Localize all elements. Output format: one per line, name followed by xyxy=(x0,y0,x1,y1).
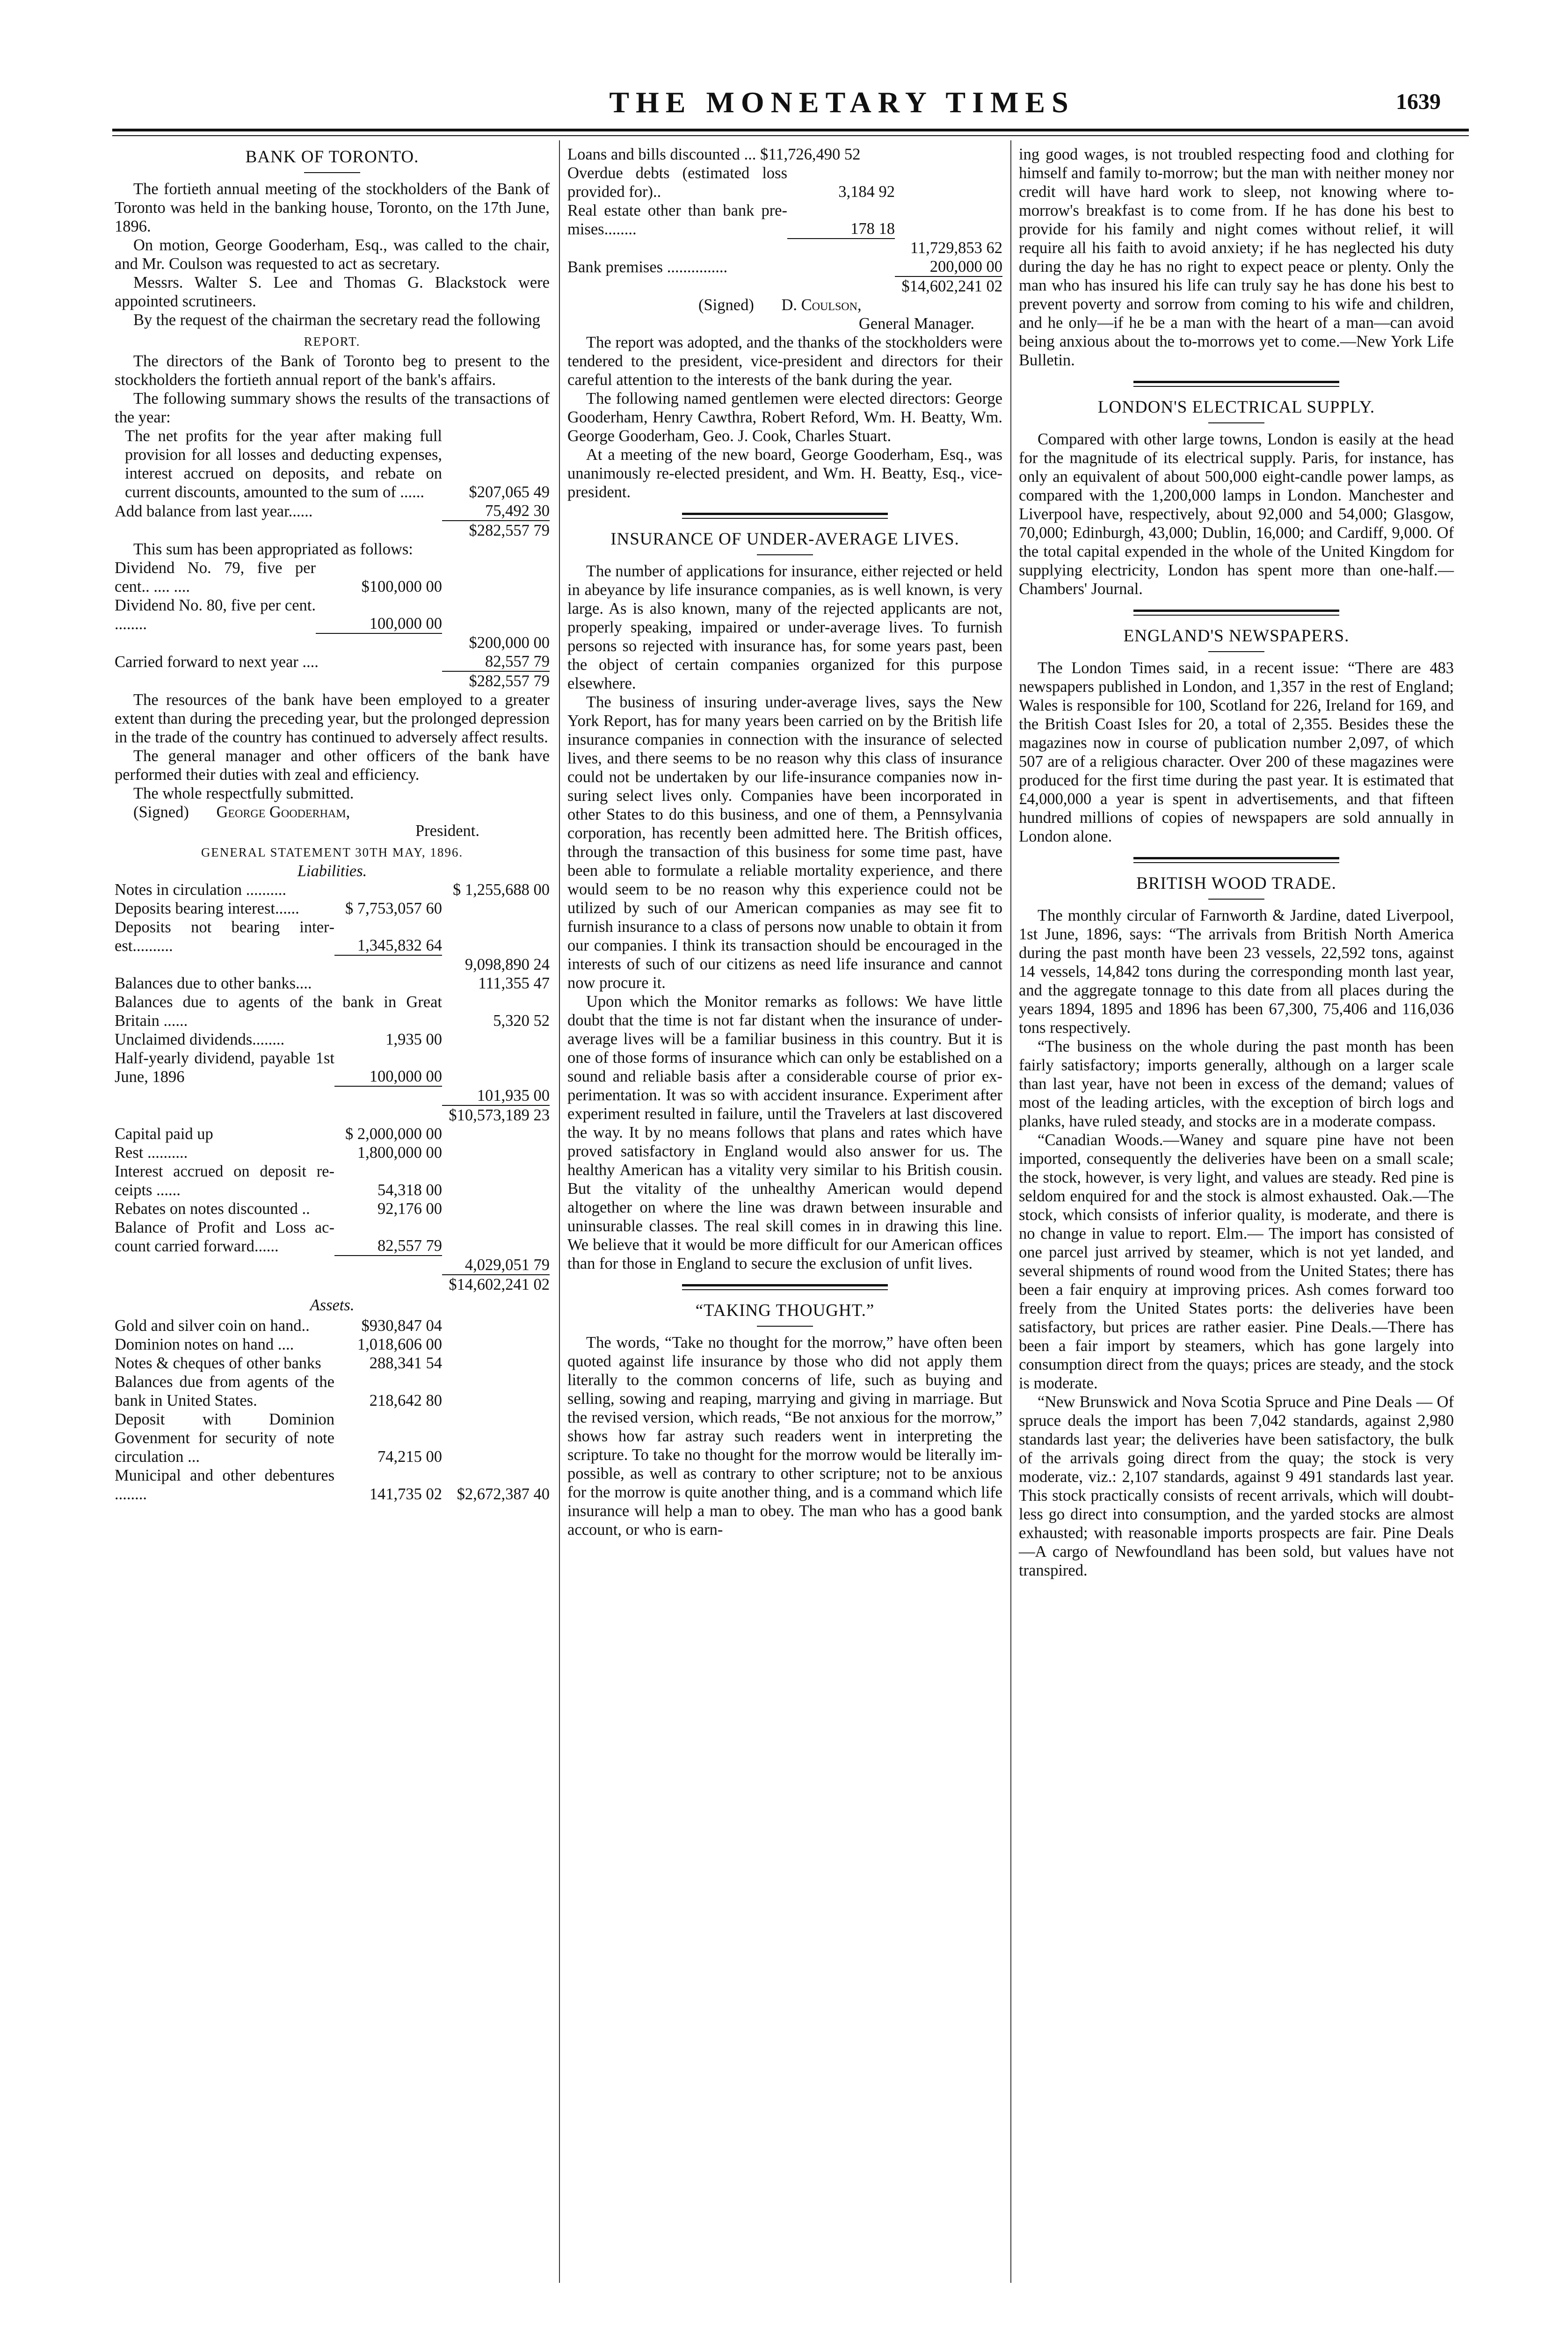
section-rule xyxy=(682,513,888,519)
row-label: Unclaimed dividends........ xyxy=(115,1031,285,1048)
row-label: Dividend No. 80, five per cent. ........ xyxy=(115,596,316,633)
row-value: 5,320 52 xyxy=(493,1012,550,1030)
signer-name: D. Coulson, xyxy=(781,296,862,314)
row-total: 11,729,853 62 xyxy=(910,239,1002,257)
article-title: LONDON'S ELECTRICAL SUPPLY. xyxy=(1097,398,1375,417)
row-label: Deposits bearing interest...... xyxy=(115,900,299,917)
paragraph: By the request of the chairman the secretary read the following xyxy=(133,311,540,329)
row-label: Loans and bills discounted ... $11,726,490 52 xyxy=(567,145,861,163)
statement-heading: GENERAL STATEMENT 30TH MAY, 1896. xyxy=(201,845,464,859)
column-divider xyxy=(559,140,560,2283)
row-label: Municipal and other debentures ........ xyxy=(115,1467,334,1503)
row-label: Gold and silver coin on hand.. xyxy=(115,1317,310,1335)
row-label: Notes & cheques of other banks xyxy=(115,1354,321,1372)
row-value: 288,341 54 xyxy=(369,1354,442,1372)
row-total: $282,557 79 xyxy=(442,671,550,690)
title-rule xyxy=(1208,651,1264,652)
row-label: Interest accrued on deposit receipts ...... xyxy=(115,1162,334,1199)
assets-heading: Assets. xyxy=(310,1296,355,1314)
paragraph: The report was adopted, and the thanks of the stockholders were tendered to the president, vice-president and directors for their careful attention to the interests of the bank during the year. xyxy=(567,334,1002,389)
row-total: 101,935 00 xyxy=(477,1087,550,1104)
paragraph: The fortieth annual meeting of the stockholders of the Bank of Toronto was held in the banking house, Toronto, on the 17th June, 1896. xyxy=(115,180,550,235)
row-value: 3,184 92 xyxy=(838,183,895,201)
article-title: INSURANCE OF UNDER-AVERAGE LIVES. xyxy=(610,530,959,549)
paragraph: The business of insuring under-average lives, says the New York Report, has for many years been carried on by the British life insurance companies in connection with the insurance of selected lives, and there seems to be no reason why this class of insurance could not be undertaken by our life-insurance companies now insuring select lives only. Companies have been incorporated in other States to do this business, and one of them, a Pennsylvania corporation, has recently been admitted here. The British offices, through the transaction of this business for some time past, have been able to formulate a reliable mortality experience, and there would seem to be no reason why this experience could not be utilized by such of our American companies as may see fit to furnish insurance to a class of persons now unable to obtain it from our companies. I think its transaction should be encouraged in the interests of such of our citizens as need life insurance and cannot now procure it. xyxy=(567,693,1002,992)
article-title: BRITISH WOOD TRADE. xyxy=(1136,874,1336,893)
column-2 xyxy=(567,145,1002,1539)
liabilities-table xyxy=(115,880,550,1294)
paragraph: Compared with other large towns, London is easily at the head for the magnitude of its electrical supply. Paris, for instance, has only an equivalent of about 500,000 eight-candle power lamps, as compared with the 1,200,000 lamps in London. Manchester and Liverpool have, respectively, about 92,000 and 54,000; Glasgow, 70,000; Edinburgh, 43,000; Dublin, 16,000; and Cardiff, 9,000. Of the total capital expended in the whole of the United Kingdom for supplying electricity, London has spent more than one-half.—Chambers' Journal. xyxy=(1019,430,1454,598)
signature-block xyxy=(133,803,550,840)
section-rule xyxy=(1133,381,1339,387)
row-total: $2,672,387 40 xyxy=(457,1485,550,1503)
header-rule xyxy=(112,129,1469,131)
row-value: $ 1,255,688 00 xyxy=(453,881,550,899)
paragraph: The directors of the Bank of Toronto beg to present to the stockholders the fortieth annual report of the bank's affairs. xyxy=(115,352,550,389)
signature-block xyxy=(698,296,1002,333)
assets-table xyxy=(115,1316,550,1504)
section-rule xyxy=(1133,857,1339,863)
paragraph: The general manager and other officers of the bank have performed their duties with zeal and efficiency. xyxy=(115,747,550,784)
row-label: Capital paid up xyxy=(115,1125,213,1143)
row-label: Balances due from agents of the bank in United States. xyxy=(115,1373,334,1409)
paragraph: The London Times said, in a recent issue: “There are 483 newspapers published in London, and 1,357 in the rest of England; Wales is responsible for 100, Scotland for 226, Ireland for 169, and the British Coast Isles for 20, a total of 2,355. Besides these the magazines now in course of publication number 2,097, of which 507 are of a religious character. Over 200 of these magazines were produced for the first time during the past year. It is estimated that £4,000,000 a year is spent in advertisements, and that fifteen hundred millions of copies of newspapers are sold annually in London alone. xyxy=(1019,659,1454,845)
row-label: The net profits for the year after making full provision for all losses and deducting expenses, interest accrued on deposits, and rebate on current discounts, amounted to the sum of ...... xyxy=(125,427,442,501)
row-value: 100,000 00 xyxy=(369,615,442,632)
row-label: Half-yearly dividend, payable 1st June, 1896 xyxy=(115,1049,334,1086)
row-total: 4,029,051 79 xyxy=(465,1256,550,1274)
signer-name: George Gooderham, xyxy=(216,803,350,821)
paragraph: The following named gentlemen were elected directors: George Gooderham, Henry Cawthra, Robert Reford, Wm. H. Beatty, Wm. George Gooderham, Geo. J. Cook, Charles Stuart. xyxy=(567,390,1002,445)
signer-title: President. xyxy=(415,822,479,840)
article-title: BANK OF TORONTO. xyxy=(245,147,419,167)
section-rule xyxy=(682,1284,888,1290)
row-label: Carried forward to next year .... xyxy=(115,653,319,671)
paragraph: This sum has been appropriated as follows: xyxy=(133,540,413,558)
paragraph: On motion, George Gooderham, Esq., was called to the chair, and Mr. Coulson was requested to act as secretary. xyxy=(115,236,550,273)
row-label: Balances due to agents of the bank in Great Britain ...... xyxy=(115,993,442,1030)
row-label: Notes in circulation .......... xyxy=(115,881,286,899)
row-label: Dividend No. 79, five per cent.. .... .... xyxy=(115,559,316,596)
report-heading: REPORT. xyxy=(304,334,361,349)
paragraph: “Canadian Woods.—Waney and square pine have not been imported, consequently the deliveries have been on a small scale; the stock, however, is very light, and values are steady. Red pine is seldom enquired for and the stock is almost exhausted. Oak.—The stock, which consists of inferior quality, is moderate, and there is no change in value to report. Elm.— The import has consisted of one parcel just arrived by steamer, which is not yet landed, and several shipments of round wood from the United States; there has been a fair enquiry at improving prices. Ash comes forward too freely from the United States ports: the deliveries have been satisfactory, but prices are rather easier. Pine Deals.—There has been a fair import by steamers, which has gone largely into consumption direct from the quays; prices are steady, and the stock is moderate. xyxy=(1019,1131,1454,1392)
row-value: 100,000 00 xyxy=(369,1068,442,1085)
row-value: 200,000 00 xyxy=(929,258,1002,276)
paragraph: The resources of the bank have been employed to a greater extent than during the preceding year, but the prolonged depression in the trade of the country has continued to adversely affect results. xyxy=(115,691,550,746)
row-label: Real estate other than bank premises........ xyxy=(567,202,787,238)
article-title: ENGLAND'S NEWSPAPERS. xyxy=(1123,626,1350,646)
paragraph: Messrs. Walter S. Lee and Thomas G. Blackstock were appointed scrutineers. xyxy=(115,274,550,310)
row-value: 218,642 80 xyxy=(369,1392,442,1409)
paragraph: “New Brunswick and Nova Scotia Spruce and Pine Deals — Of spruce deals the import has been 7,042 standards, against 2,980 standards last year; the deliveries have been satisfactory, the bulk of the arrivals going direct from the quay; the stock is very moderate, viz.: 2,107 standards, against 9 491 standards last year. This stock practically consists of recent arrivals, which will doubtless go direct into consumption, and the yarded stocks are almost exhausted; with reasonable imports prospects are fair. Pine Deals —A cargo of Newfoundland has been sold, but values have not transpired. xyxy=(1019,1393,1454,1579)
row-value: 1,800,000 00 xyxy=(357,1144,442,1162)
row-value: 1,935 00 xyxy=(385,1031,442,1048)
row-value: 82,557 79 xyxy=(485,653,550,670)
assets-continued-table xyxy=(567,145,1002,296)
row-label: Deposit with Dominion Govenment for security of note circulation ... xyxy=(115,1410,334,1466)
paragraph: The number of applications for insurance, either rejected or held in abeyance by life insurance companies, as is well known, is very large. As is also known, many of the rejected applicants are not, properly speaking, impaired or under-average lives. To furnish persons so rejected with insurance has, for some years past, been the object of certain companies organized for this purpose elsewhere. xyxy=(567,562,1002,692)
paragraph: “The business on the whole during the past month has been fairly satisfactory; imports generally, although on a larger scale than last year, have not been in excess of the demand; values of most of the leading articles, with the exception of birch logs and planks, have ruled steady, and stocks are in a moderate compass. xyxy=(1019,1038,1454,1130)
row-value: 54,318 00 xyxy=(377,1181,442,1199)
signer-title: General Manager. xyxy=(858,315,974,333)
row-value: 111,355 47 xyxy=(478,974,550,992)
row-value: 82,557 79 xyxy=(377,1237,442,1255)
title-rule xyxy=(304,172,360,173)
summary-table xyxy=(115,427,550,540)
row-value: 75,492 30 xyxy=(485,502,550,520)
title-rule xyxy=(1208,899,1264,900)
row-label: Dominion notes on hand .... xyxy=(115,1336,294,1353)
row-label: Deposits not bearing interest.......... xyxy=(115,918,334,955)
row-total: $200,000 00 xyxy=(469,634,550,652)
row-label: Add balance from last year...... xyxy=(115,502,313,520)
column-1 xyxy=(115,145,550,1504)
page-number: 1639 xyxy=(1396,89,1441,114)
paragraph: The monthly circular of Farnworth & Jardine, dated Liverpool, 1st June, 1896, says: “The arrivals from British North America during the past month have been 23 vessels, 22,592 tons, against 14 vessels, 14,842 tons during the corresponding month last year, and the aggregate tonnage to this date from all places during the years 1894, 1895 and 1896 has been 67,300, 75,406 and 116,036 tons respectively. xyxy=(1019,907,1454,1037)
section-rule xyxy=(1133,610,1339,616)
row-value: 92,176 00 xyxy=(377,1200,442,1218)
row-value: $ 2,000,000 00 xyxy=(345,1125,442,1143)
row-value: 178 18 xyxy=(850,220,895,238)
paragraph: ing good wages, is not troubled respecting food and clothing for himself and family to-morrow; but the man with neither money nor credit will have hard work to sleep, not knowing where to-morrow's breakfast is to come from. If he has done his best to provide for his family and night comes without relief, it will require all his faith to avoid anxiety; if he has neglected his duty during the day he has no right to expect peace or plenty. Only the man who has insured his life can truly say he has done his best to prevent poverty and sorrow from coming to his wife and children, and he only—if he be a man with the heart of a man—can avoid being anxious about the to-morrows yet to come.—New York Life Bulletin. xyxy=(1019,145,1454,369)
row-value: $207,065 49 xyxy=(469,483,550,501)
row-value: $ 7,753,057 60 xyxy=(345,900,442,917)
title-rule xyxy=(757,554,813,555)
row-label: Rebates on notes discounted .. xyxy=(115,1200,310,1218)
paragraph: At a meeting of the new board, George Gooderham, Esq., was unanimously re-elected president, and Wm. H. Beatty, Esq., vice-president. xyxy=(567,446,1002,501)
signed-label: (Signed) xyxy=(133,803,189,821)
row-total: $14,602,241 02 xyxy=(442,1275,550,1294)
header-rule-thin xyxy=(112,135,1469,136)
column-3 xyxy=(1019,145,1454,1580)
masthead-title: THE MONETARY TIMES xyxy=(609,86,1075,119)
row-value: 1,345,832 64 xyxy=(357,937,442,954)
row-label: Balances due to other banks.... xyxy=(115,974,312,992)
row-total: $14,602,241 02 xyxy=(895,276,1002,296)
row-label: Balance of Profit and Loss account carried forward...... xyxy=(115,1219,334,1255)
paragraph: The whole respectfully submitted. xyxy=(133,785,354,802)
article-title: “TAKING THOUGHT.” xyxy=(695,1301,875,1320)
row-value: 141,735 02 xyxy=(369,1485,442,1503)
signed-label: (Signed) xyxy=(698,296,754,314)
row-value: 74,215 00 xyxy=(377,1448,442,1466)
row-value: $100,000 00 xyxy=(361,578,442,596)
row-label: Bank premises ............... xyxy=(567,258,728,276)
row-value: 1,018,606 00 xyxy=(357,1336,442,1353)
row-label: Rest .......... xyxy=(115,1144,188,1162)
row-label: Overdue debts (estimated loss provided for).. xyxy=(567,164,787,201)
row-total: $10,573,189 23 xyxy=(442,1105,550,1125)
appropriation-table xyxy=(115,559,550,690)
title-rule xyxy=(1208,422,1264,423)
row-total: 9,098,890 24 xyxy=(465,956,550,973)
title-rule xyxy=(757,1326,813,1327)
paragraph: Upon which the Monitor remarks as follows: We have little doubt that the time is not far distant when the insurance of under-average lives will be a familiar business in this country. But it is one of those forms of insurance which can only be established on a sound and reliable basis after a considerable course of prior experimentation. It was so with accident insurance. Experiment after experiment resulted in failure, until the Travelers at last discovered the way. It by no means follows that plans and rates which have proved satisfactory in England would also answer for us. The healthy American has a vitality very similar to his British cousin. But the vitality of the unhealthy American would depend altogether on where the line was drawn between insurable and uninsurable classes. The real skill comes in in drawing this line. We believe that it would be more difficult for our American offices than for those in England to secure the exclusion of unfit lives. xyxy=(567,993,1002,1272)
page-header xyxy=(112,85,1469,123)
row-value: $930,847 04 xyxy=(361,1317,442,1335)
paragraph: The words, “Take no thought for the morrow,” have often been quoted against life insurance by those who did not apply them literally to the common concerns of life, such as buying and selling, sowing and reaping, marrying and giving in marriage. But the revised version, which reads, “Be not anxious for the morrow,” shows how far astray such readers went in interpreting the scripture. To take no thought for the morrow would be literally impossible, as well as contrary to other scripture; not to be anxious for the morrow is quite another thing, and is a command which life insurance will help a man to obey. The man who has a good bank account, or who is earn- xyxy=(567,1334,1002,1539)
paragraph: The following summary shows the results of the transactions of the year: xyxy=(115,390,550,426)
row-total: $282,557 79 xyxy=(442,521,550,540)
column-divider xyxy=(1010,140,1011,2283)
liabilities-heading: Liabilities. xyxy=(297,862,367,880)
